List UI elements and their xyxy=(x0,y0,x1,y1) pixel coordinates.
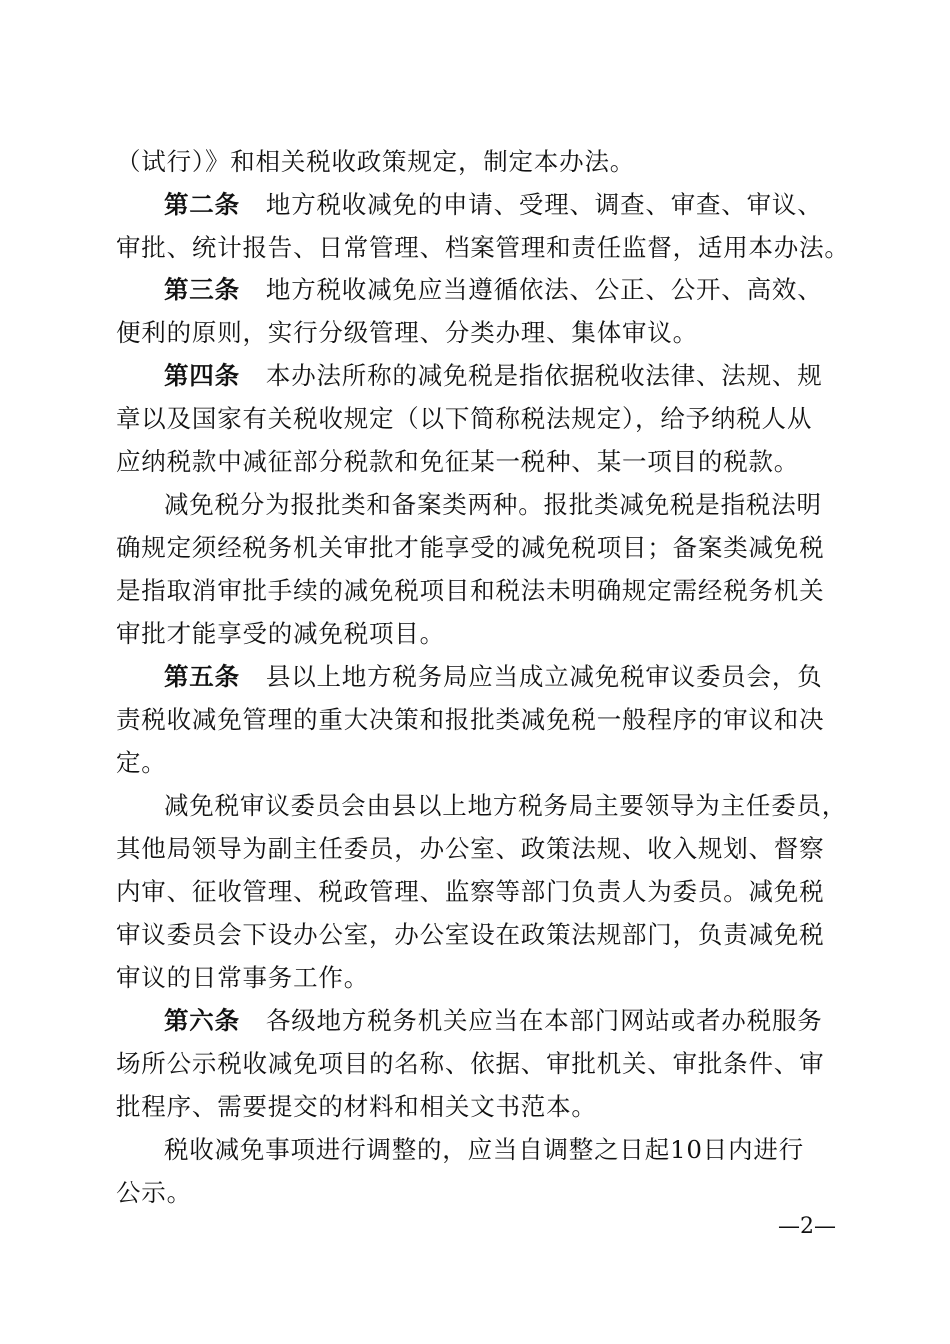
article-2-heading-line: 第二条 地方税收减免的申请、受理、调查、审查、审议、 xyxy=(164,190,823,219)
text-line: 批程序、需要提交的材料和相关文书范本。 xyxy=(116,1092,597,1121)
article-6-heading-line: 第六条 各级地方税务机关应当在本部门网站或者办税服务 xyxy=(164,1006,823,1035)
article-label: 第二条 xyxy=(164,190,240,219)
text-line: 确规定须经税务机关审批才能享受的减免税项目；备案类减免税 xyxy=(116,533,825,562)
article-label: 第四条 xyxy=(164,361,240,390)
text-line: 便利的原则，实行分级管理、分类办理、集体审议。 xyxy=(116,318,698,347)
article-5-heading-line: 第五条 县以上地方税务局应当成立减免税审议委员会，负 xyxy=(164,662,823,691)
text-line: 内审、征收管理、税政管理、监察等部门负责人为委员。减免税 xyxy=(116,877,825,906)
text-line: 定。 xyxy=(116,748,167,777)
text-line: 应纳税款中减征部分税款和免征某一税种、某一项目的税款。 xyxy=(116,447,800,476)
text-line: （试行）》和相关税收政策规定，制定本办法。 xyxy=(116,147,636,176)
article-label: 第六条 xyxy=(164,1006,240,1035)
text-line: 审议的日常事务工作。 xyxy=(116,963,369,992)
article-3-heading-line: 第三条 地方税收减免应当遵循依法、公正、公开、高效、 xyxy=(164,275,823,304)
text-line: 公示。 xyxy=(116,1178,192,1207)
paragraph-start-line: 税收减免事项进行调整的，应当自调整之日起10日内进行 xyxy=(164,1135,804,1164)
article-label: 第五条 xyxy=(164,662,240,691)
article-4-heading-line: 第四条 本办法所称的减免税是指依据税收法律、法规、规 xyxy=(164,361,823,390)
text-line: 是指取消审批手续的减免税项目和税法未明确规定需经税务机关 xyxy=(116,576,825,605)
page-number: —2— xyxy=(778,1214,836,1239)
paragraph-start-line: 减免税分为报批类和备案类两种。报批类减免税是指税法明 xyxy=(164,490,822,519)
text-line: 审批才能享受的减免税项目。 xyxy=(116,619,445,648)
text-line: 章以及国家有关税收规定（以下简称税法规定），给予纳税人从 xyxy=(116,404,813,433)
article-label: 第三条 xyxy=(164,275,240,304)
text-line: 审批、统计报告、日常管理、档案管理和责任监督，适用本办法。 xyxy=(116,233,850,262)
text-line: 责税收减免管理的重大决策和报批类减免税一般程序的审议和决 xyxy=(116,705,825,734)
text-line: 场所公示税收减免项目的名称、依据、审批机关、审批条件、审 xyxy=(116,1049,825,1078)
text-line: 审议委员会下设办公室，办公室设在政策法规部门，负责减免税 xyxy=(116,920,825,949)
text-line: 其他局领导为副主任委员，办公室、政策法规、收入规划、督察 xyxy=(116,834,825,863)
paragraph-start-line: 减免税审议委员会由县以上地方税务局主要领导为主任委员， xyxy=(164,791,848,820)
